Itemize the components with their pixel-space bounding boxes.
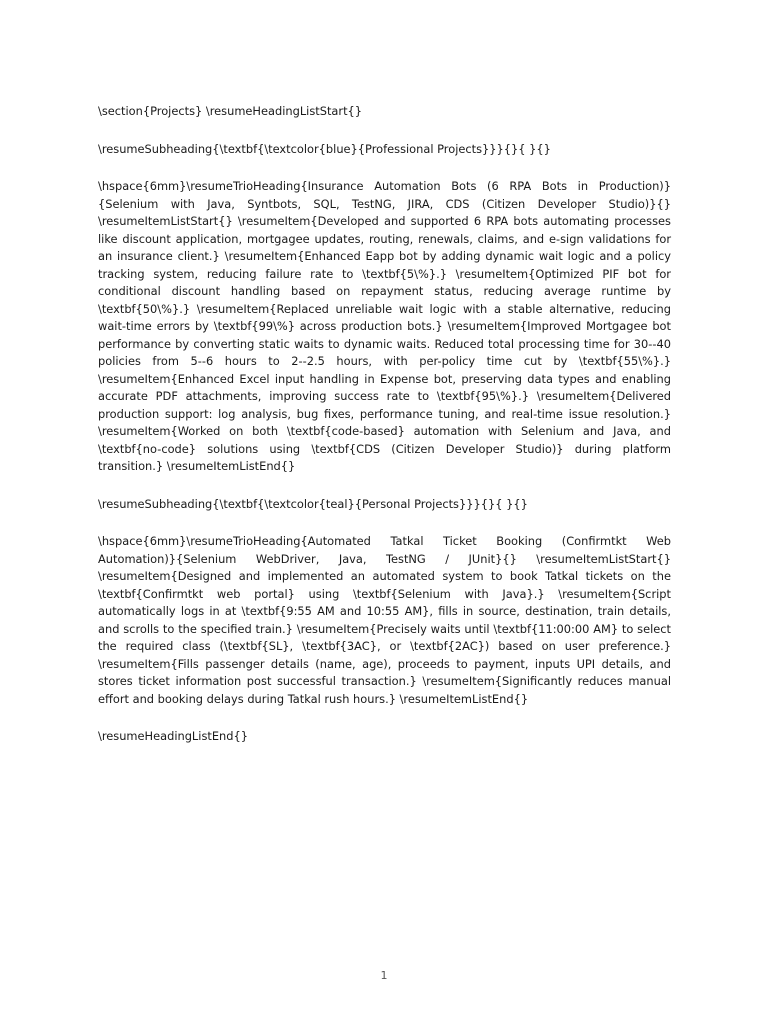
- page-number: 1: [380, 969, 388, 982]
- section-heading-line: \section{Projects} \resumeHeadingListStart{}: [98, 104, 363, 118]
- insurance-bots-project-paragraph: \hspace{6mm}\resumeTrioHeading{Insurance Automation Bots (6 RPA Bots in Production)}{Selenium with Java, Syntbots, SQL, TestNG, JIRA, CDS (Citizen Developer Studio)}{} \resumeItemListStart{} \resumeItem{Developed and supported 6 RPA bots automating processes like discount application, mortgagee updates, routing, renewals, claims, and e-sign validations for an insurance client.} \resumeItem{Enhanced Eapp bot by adding dynamic wait logic and a policy tracking system, reducing failure rate to \textbf{5\%}.} \resumeItem{Optimized PIF bot for conditional discount handling based on repayment status, reducing average runtime by \textbf{50\%}.} \resumeItem{Replaced unreliable wait logic with a stable alternative, reducing wait-time errors by \textbf{99\%} across production bots.} \resumeItem{Improved Mortgagee bot performance by converting static waits to dynamic waits. Reduced total processing time for 30--40 policies from 5--6 hours to 2--2.5 hours, with per-policy time cut by \textbf{55\%}.} \resumeItem{Enhanced Excel input handling in Expense bot, preserving data types and enabling accurate PDF attachments, improving success rate to \textbf{95\%}.} \resumeItem{Delivered production support: log analysis, bug fixes, performance tuning, and real-time issue resolution.} \resumeItem{Worked on both \textbf{code-based} automation with Selenium and Java, and \textbf{no-code} solutions using \textbf{CDS (Citizen Developer Studio)} during platform transition.} \resumeItemListEnd{}: [98, 179, 671, 473]
- personal-projects-subheading-line: \resumeSubheading{\textbf{\textcolor{teal}{Personal Projects}}}{}{ }{}: [98, 496, 528, 511]
- heading-list-end-line: \resumeHeadingListEnd{}: [98, 729, 248, 743]
- tatkal-booking-project-paragraph: \hspace{6mm}\resumeTrioHeading{Automated Tatkal Ticket Booking (Confirmtkt Web Automation)}{Selenium WebDriver, Java, TestNG / JUnit}{} \resumeItemListStart{} \resumeItem{Designed and implemented an automated system to book Tatkal tickets on the \textbf{Confirmtkt web portal} using \textbf{Selenium with Java}.} \resumeItem{Script automatically logs in at \textbf{9:55 AM and 10:55 AM}, fills in source, destination, train details, and scrolls to the specified train.} \resumeItem{Precisely waits until \textbf{11:00:00 AM} to select the required class (\textbf{SL}, \textbf{3AC}, or \textbf{2AC}) based on user preference.} \resumeItem{Fills passenger details (name, age), proceeds to payment, inputs UPI details, and stores ticket information post successful transaction.} \resumeItem{Significantly reduces manual effort and booking delays during Tatkal rush hours.} \resumeItemListEnd{}: [98, 534, 671, 706]
- document-body: [98, 103, 671, 766]
- professional-projects-subheading-line: \resumeSubheading{\textbf{\textcolor{blue}{Professional Projects}}}{}{ }{}: [98, 141, 551, 156]
